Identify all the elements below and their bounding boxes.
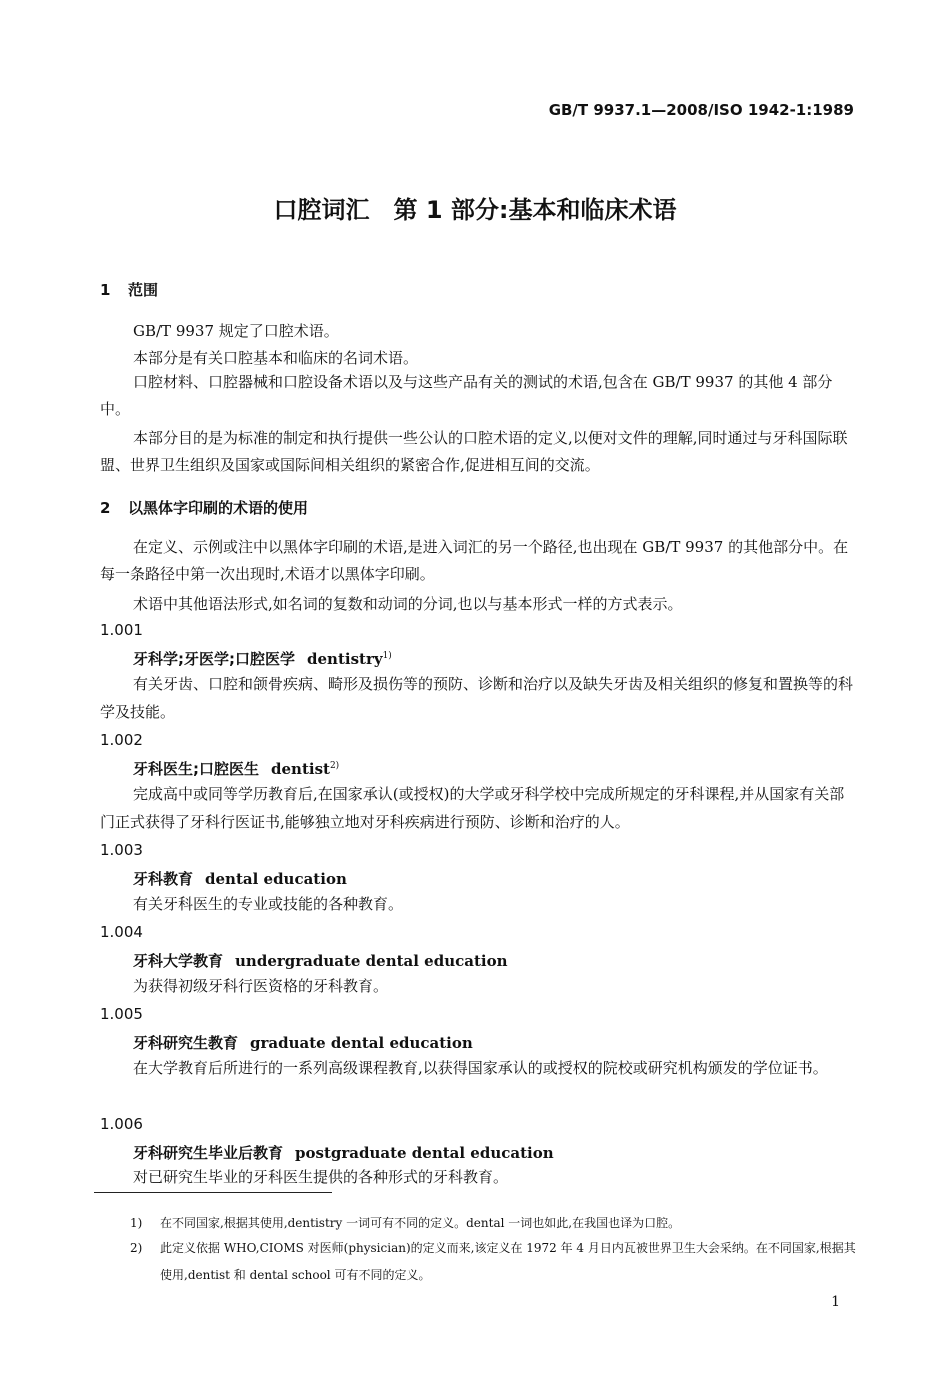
term-chinese: 牙科大学教育 (133, 952, 224, 970)
term-english: dentist (271, 760, 330, 778)
usage-paragraph: 术语中其他语法形式,如名词的复数和动词的分词,也以与基本形式一样的方式表示。 (133, 595, 683, 613)
term-chinese: 牙科教育 (133, 870, 194, 888)
scope-paragraph: GB/T 9937 规定了口腔术语。 (133, 322, 339, 340)
section-number: 1 (100, 281, 111, 299)
term-definition: 完成高中或同等学历教育后,在国家承认(或授权)的大学或牙科学校中完成所规定的牙科课程,并从国家有关部门正式获得了牙科行医证书,能够独立地对牙科疾病进行预防、诊断和治疗的人。 (100, 785, 845, 831)
term-number: 1.002 (100, 731, 143, 749)
term-entry (133, 1142, 554, 1163)
term-english: undergraduate dental education (235, 952, 508, 970)
term-definition: 对已研究生毕业的牙科医生提供的各种形式的牙科教育。 (133, 1168, 509, 1186)
term-number: 1.004 (100, 923, 143, 941)
footnote-mark: 1) (130, 1216, 143, 1230)
term-chinese: 牙科医生;口腔医生 (133, 760, 259, 778)
standard-code: GB/T 9937.1—2008/ISO 1942-1:1989 (548, 101, 854, 119)
scope-paragraph: 口腔材料、口腔器械和口腔设备术语以及与这些产品有关的测试的术语,包含在 GB/T 9937 的其他 4 部分中。 (100, 373, 833, 418)
section-number: 2 (100, 499, 111, 517)
footnote-text: 在不同国家,根据其使用,dentistry 一词可有不同的定义。dental 一词也如此,在我国也译为口腔。 (160, 1216, 681, 1230)
term-definition: 在大学教育后所进行的一系列高级课程教育,以获得国家承认的或授权的院校或研究机构颁发的学位证书。 (133, 1059, 828, 1077)
section-title: 范围 (128, 281, 159, 299)
term-chinese: 牙科研究生毕业后教育 (133, 1144, 284, 1162)
footnote (130, 1211, 860, 1236)
footnote-ref: 1) (382, 651, 392, 661)
term-definition: 有关牙科医生的专业或技能的各种教育。 (133, 895, 404, 913)
term-entry (133, 758, 339, 779)
term-definition: 有关牙齿、口腔和颌骨疾病、畸形及损伤等的预防、诊断和治疗以及缺失牙齿及相关组织的修复和置换等的科学及技能。 (100, 675, 854, 721)
usage-paragraph: 在定义、示例或注中以黑体字印刷的术语,是进入词汇的另一个路径,也出现在 GB/T 9937 的其他部分中。在每一条路径中第一次出现时,术语才以黑体字印刷。 (100, 538, 849, 583)
footnote-divider (94, 1192, 332, 1193)
page-title: 口腔词汇 第 1 部分:基本和临床术语 (273, 196, 677, 224)
footnote-text: 此定义依据 WHO,CIOMS 对医师(physician)的定义而来,该定义在 1972 年 4 月日内瓦被世界卫生大会采纳。在不同国家,根据其使用,dentist 和 dental school 可有不同的定义。 (160, 1241, 856, 1282)
section-heading-usage (100, 497, 308, 518)
scope-paragraph: 本部分目的是为标准的制定和执行提供一些公认的口腔术语的定义,以便对文件的理解,同时通过与牙科国际联盟、世界卫生组织及国家或国际间相关组织的紧密合作,促进相互间的交流。 (100, 429, 848, 474)
footnote-mark: 2) (130, 1241, 143, 1255)
term-definition: 为获得初级牙科行医资格的牙科教育。 (133, 977, 389, 995)
term-english: dentistry (307, 650, 383, 668)
footnote-ref: 2) (329, 761, 340, 771)
section-heading-scope (100, 279, 158, 300)
term-english: dental education (205, 870, 347, 888)
term-entry (133, 1032, 473, 1053)
term-chinese: 牙科学;牙医学;口腔医学 (133, 650, 295, 668)
term-number: 1.003 (100, 841, 143, 859)
term-chinese: 牙科研究生教育 (133, 1034, 239, 1052)
term-entry (133, 950, 508, 971)
term-english: graduate dental education (250, 1034, 473, 1052)
term-number: 1.005 (100, 1005, 143, 1023)
scope-paragraph: 本部分是有关口腔基本和临床的名词术语。 (133, 349, 419, 367)
term-english: postgraduate dental education (295, 1144, 554, 1162)
term-entry (133, 868, 347, 889)
term-entry (133, 648, 392, 669)
section-title: 以黑体字印刷的术语的使用 (128, 499, 309, 517)
footnote (130, 1235, 860, 1289)
term-number: 1.001 (100, 621, 143, 639)
page-number: 1 (831, 1294, 840, 1310)
term-number: 1.006 (100, 1115, 143, 1133)
